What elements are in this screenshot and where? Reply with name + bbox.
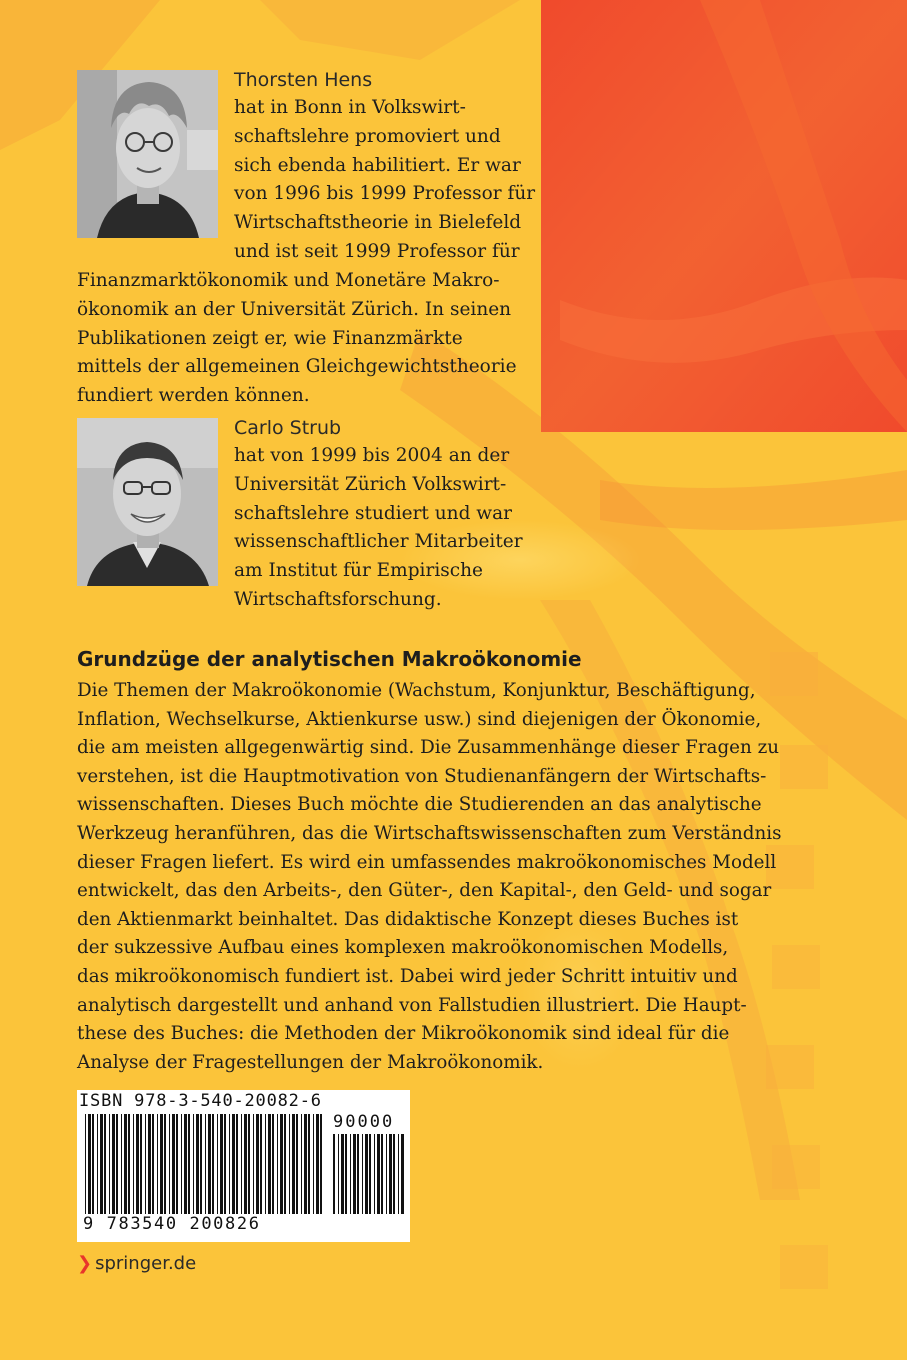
barcode-bar [136, 1114, 139, 1214]
barcode-bar [260, 1114, 262, 1214]
barcode-bar [200, 1114, 202, 1214]
description-line: dieser Fragen liefert. Es wird ein umfassendes makroökonomisches Modell [77, 851, 777, 873]
author-2-name: Carlo Strub [234, 417, 342, 439]
addon-bars [331, 1134, 405, 1214]
publisher-url: springer.de [95, 1253, 197, 1274]
barcode-bar [341, 1134, 344, 1214]
barcode-bar [393, 1134, 395, 1214]
barcode-bar [232, 1114, 235, 1214]
author-photo-thorsten-hens [77, 70, 218, 238]
barcode-bar [398, 1134, 399, 1214]
barcode-bar [304, 1114, 307, 1214]
barcode-bar [350, 1134, 351, 1214]
barcode-bar [301, 1114, 302, 1214]
barcode-bar [169, 1114, 170, 1214]
barcode-bar [205, 1114, 206, 1214]
description-line: das mikroökonomisch fundiert ist. Dabei wird jeder Schritt intuitiv und [77, 965, 738, 987]
barcode-bar [381, 1134, 383, 1214]
barcode-bar [320, 1114, 322, 1214]
barcode-bar [140, 1114, 142, 1214]
barcode-bar [220, 1114, 223, 1214]
bio-line: von 1996 bis 1999 Professor für [234, 183, 536, 205]
description-line: der sukzessive Aufbau eines komplexen makroökonomischen Modells, [77, 937, 729, 959]
bio-line: schaftslehre promoviert und [234, 125, 501, 147]
barcode-bar [236, 1114, 238, 1214]
barcode-bar [377, 1134, 380, 1214]
barcode-bar [316, 1114, 319, 1214]
barcode-bar [121, 1114, 122, 1214]
book-heading: Grundzüge der analytischen Makroökonomie [77, 647, 582, 671]
barcode-bar [256, 1114, 259, 1214]
barcode-bar [365, 1134, 368, 1214]
barcode-bar [333, 1134, 335, 1214]
author-1-bio [234, 94, 535, 267]
barcode-bar [241, 1114, 242, 1214]
barcode-bar [277, 1114, 278, 1214]
bio-line: am Institut für Empirische [234, 560, 483, 582]
barcode-bar [345, 1134, 347, 1214]
bio-line: wissenschaftlicher Mitarbeiter [234, 531, 523, 553]
bio-line: und ist seit 1999 Professor für [234, 240, 520, 262]
bio-line: Publikationen zeigt er, wie Finanzmärkte [77, 327, 463, 349]
barcode-bar [386, 1134, 387, 1214]
barcode-bar [217, 1114, 218, 1214]
barcode-bar [280, 1114, 283, 1214]
bio-line: schaftslehre studiert und war [234, 502, 512, 524]
bio-line: sich ebenda habilitiert. Er war [234, 154, 521, 176]
barcode-bar [248, 1114, 250, 1214]
description-line: analytisch dargestellt und anhand von Fallstudien illustriert. Die Haupt- [77, 994, 747, 1016]
barcode-bar [284, 1114, 286, 1214]
barcode-bar [208, 1114, 211, 1214]
barcode-bar [100, 1114, 103, 1214]
bio-line: hat in Bonn in Volkswirt- [234, 97, 466, 118]
barcode-bar [160, 1114, 163, 1214]
publisher-link[interactable] [77, 1251, 196, 1277]
barcode-bar [176, 1114, 178, 1214]
barcode-bar [253, 1114, 254, 1214]
author-2-bio [234, 442, 523, 615]
barcode-bar [374, 1134, 375, 1214]
barcode-bar [268, 1114, 271, 1214]
barcode-bar [292, 1114, 295, 1214]
description-line: Inflation, Wechselkurse, Aktienkurse usw.) sind diejenigen der Ökonomie, [77, 708, 762, 730]
ean-bars [83, 1114, 323, 1214]
barcode-bar [112, 1114, 115, 1214]
barcode-bar [184, 1114, 187, 1214]
barcode-bar [92, 1114, 94, 1214]
barcode-bar [148, 1114, 151, 1214]
ean-digits: 9 783540 200826 [83, 1214, 261, 1234]
barcode-bar [357, 1134, 359, 1214]
barcode-bar [124, 1114, 127, 1214]
bio-line: Wirtschaftstheorie in Bielefeld [234, 212, 522, 234]
barcode-bar [244, 1114, 247, 1214]
description-line: Die Themen der Makroökonomie (Wachstum, Konjunktur, Beschäftigung, [77, 680, 756, 701]
description-line: Werkzeug heranführen, das die Wirtschaftswissenschaften zum Verständnis [77, 822, 782, 844]
description-line: wissenschaften. Dieses Buch möchte die Studierenden an das analytische [77, 794, 762, 816]
book-description [77, 677, 817, 1077]
barcode-bar [369, 1134, 371, 1214]
description-line: den Aktienmarkt beinhaltet. Das didaktische Konzept dieses Buches ist [77, 908, 739, 930]
barcode-bar [152, 1114, 154, 1214]
barcode-bar [362, 1134, 363, 1214]
barcode-bar [157, 1114, 158, 1214]
barcode-bar [289, 1114, 290, 1214]
isbn-text: ISBN 978-3-540-20082-6 [79, 1091, 322, 1111]
barcode-bar [313, 1114, 314, 1214]
barcode-bar [109, 1114, 110, 1214]
barcode-bar [401, 1134, 404, 1214]
barcode-bar [97, 1114, 98, 1214]
author-1-bio-continued [77, 267, 517, 411]
barcode-bar [212, 1114, 214, 1214]
barcode-bar [85, 1114, 86, 1214]
barcode-bar [188, 1114, 190, 1214]
bio-line: hat von 1999 bis 2004 an der [234, 445, 510, 466]
description-line: these des Buches: die Methoden der Mikroökonomik sind ideal für die [77, 1023, 730, 1045]
barcode-bar [196, 1114, 199, 1214]
bio-line: fundiert werden können. [77, 385, 310, 407]
isbn-barcode [77, 1090, 410, 1242]
bio-line: mittels der allgemeinen Gleichgewichtstheorie [77, 356, 517, 378]
bio-line: Wirtschaftsforschung. [234, 588, 442, 610]
barcode-bar [88, 1114, 91, 1214]
addon-digits: 90000 [333, 1112, 395, 1132]
description-line: die am meisten allgegenwärtig sind. Die Zusammenhänge dieser Fragen zu [77, 737, 779, 759]
barcode-bar [193, 1114, 194, 1214]
barcode-bar [164, 1114, 166, 1214]
barcode-bar [308, 1114, 310, 1214]
barcode-bar [272, 1114, 274, 1214]
description-line: entwickelt, das den Arbeits-, den Güter-, den Kapital-, den Geld- und sogar [77, 880, 772, 902]
bio-line: Finanzmarktökonomik und Monetäre Makro- [77, 270, 500, 291]
barcode-bar [389, 1134, 392, 1214]
barcode-bar [181, 1114, 182, 1214]
bio-line: ökonomik an der Universität Zürich. In seinen [77, 298, 512, 320]
barcode-bar [353, 1134, 356, 1214]
description-line: Analyse der Fragestellungen der Makroökonomik. [77, 1051, 544, 1073]
barcode-bar [128, 1114, 130, 1214]
barcode-bar [104, 1114, 106, 1214]
barcode-bar [145, 1114, 146, 1214]
author-1-name: Thorsten Hens [234, 69, 373, 91]
barcode-bar [265, 1114, 266, 1214]
barcode-bar [116, 1114, 118, 1214]
chevron-right-icon: ❯ [77, 1253, 93, 1274]
description-line: verstehen, ist die Hauptmotivation von Studienanfängern der Wirtschafts- [77, 765, 767, 787]
author-photo-carlo-strub [77, 418, 218, 586]
bio-line: Universität Zürich Volkswirt- [234, 473, 507, 495]
barcode-bar [133, 1114, 134, 1214]
barcode-bar [229, 1114, 230, 1214]
barcode-bar [338, 1134, 339, 1214]
barcode-bar [296, 1114, 298, 1214]
barcode-bar [224, 1114, 226, 1214]
barcode-bar [172, 1114, 175, 1214]
